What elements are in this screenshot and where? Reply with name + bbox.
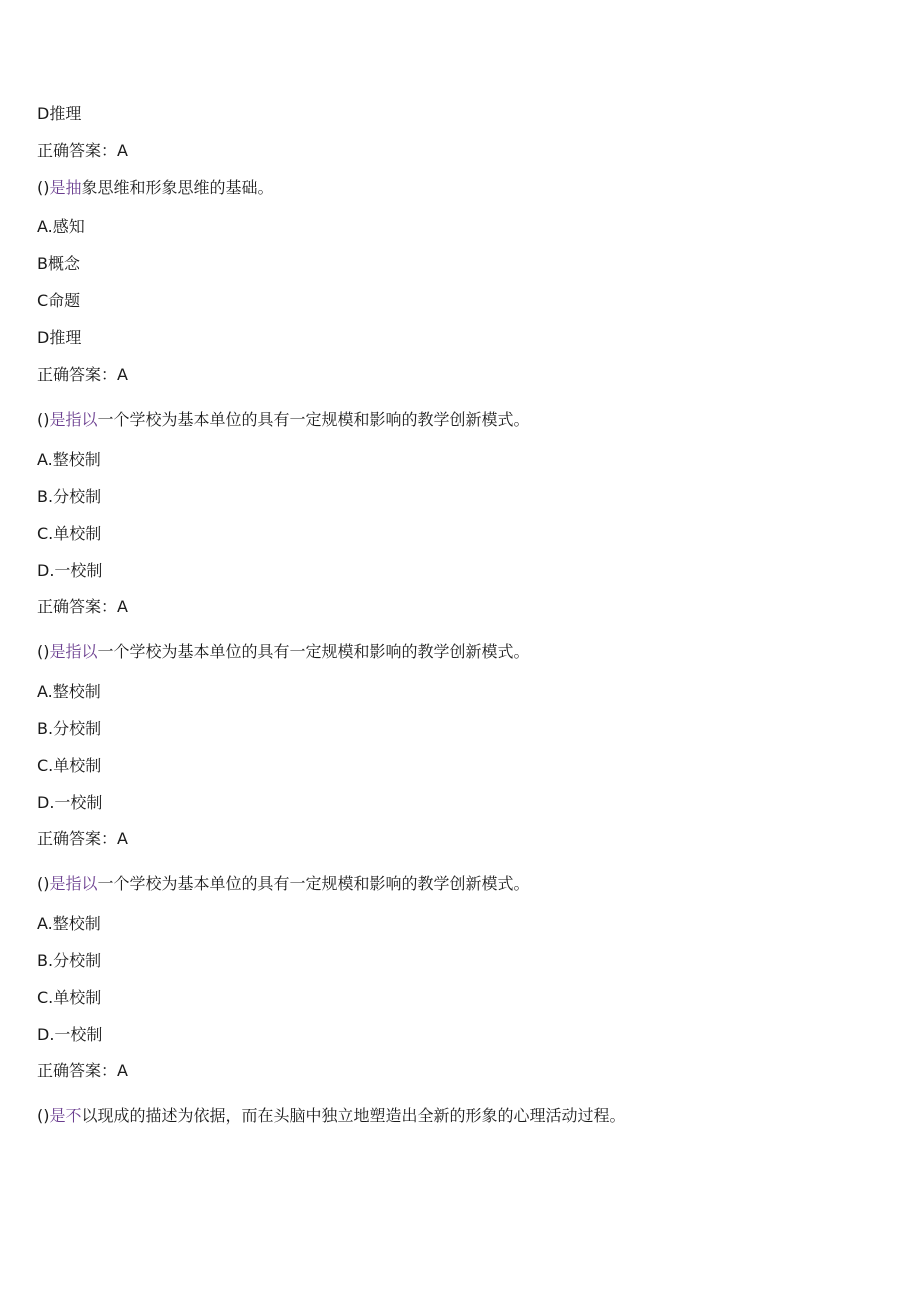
question-highlight: 是不 (49, 1106, 82, 1125)
question-text: 以现成的描述为依据，而在头脑中独立地塑造出全新的形象的心理活动过程。 (81, 1106, 626, 1125)
question-stem (37, 642, 530, 662)
option-c: C.单校制 (37, 524, 102, 543)
option-d: D推理 (37, 328, 82, 347)
option-c: C命题 (37, 291, 81, 310)
option-d: D.一校制 (37, 1025, 103, 1044)
question-blank: () (37, 178, 50, 197)
option-b: B概念 (37, 254, 80, 273)
question-blank: () (37, 410, 50, 429)
option-c: C.单校制 (37, 756, 102, 775)
correct-answer: 正确答案：A (37, 1061, 128, 1080)
option-d: D.一校制 (37, 561, 103, 580)
correct-answer: 正确答案：A (37, 597, 128, 616)
question-stem (37, 874, 530, 894)
option-a: A.感知 (37, 217, 85, 236)
correct-answer: 正确答案：A (37, 365, 128, 384)
question-blank: () (37, 1106, 50, 1125)
option-d: D.一校制 (37, 793, 103, 812)
question-highlight: 是指以 (49, 874, 98, 893)
question-highlight: 是指以 (49, 642, 98, 661)
correct-answer: 正确答案：A (37, 141, 128, 160)
option-a: A.整校制 (37, 682, 101, 701)
question-highlight: 是抽 (49, 178, 82, 197)
question-blank: () (37, 874, 50, 893)
question-stem (37, 1106, 626, 1126)
question-text: 一个学校为基本单位的具有一定规模和影响的教学创新模式。 (97, 410, 530, 429)
correct-answer: 正确答案：A (37, 829, 128, 848)
option-c: C.单校制 (37, 988, 102, 1007)
question-blank: () (37, 642, 50, 661)
option-a: A.整校制 (37, 450, 101, 469)
option-b: B.分校制 (37, 719, 102, 738)
question-stem (37, 410, 530, 430)
option-d: D推理 (37, 104, 82, 123)
question-highlight: 是指以 (49, 410, 98, 429)
question-text: 一个学校为基本单位的具有一定规模和影响的教学创新模式。 (97, 874, 530, 893)
option-b: B.分校制 (37, 487, 102, 506)
question-text: 象思维和形象思维的基础。 (81, 178, 274, 197)
question-stem (37, 178, 274, 198)
option-a: A.整校制 (37, 914, 101, 933)
option-b: B.分校制 (37, 951, 102, 970)
question-text: 一个学校为基本单位的具有一定规模和影响的教学创新模式。 (97, 642, 530, 661)
